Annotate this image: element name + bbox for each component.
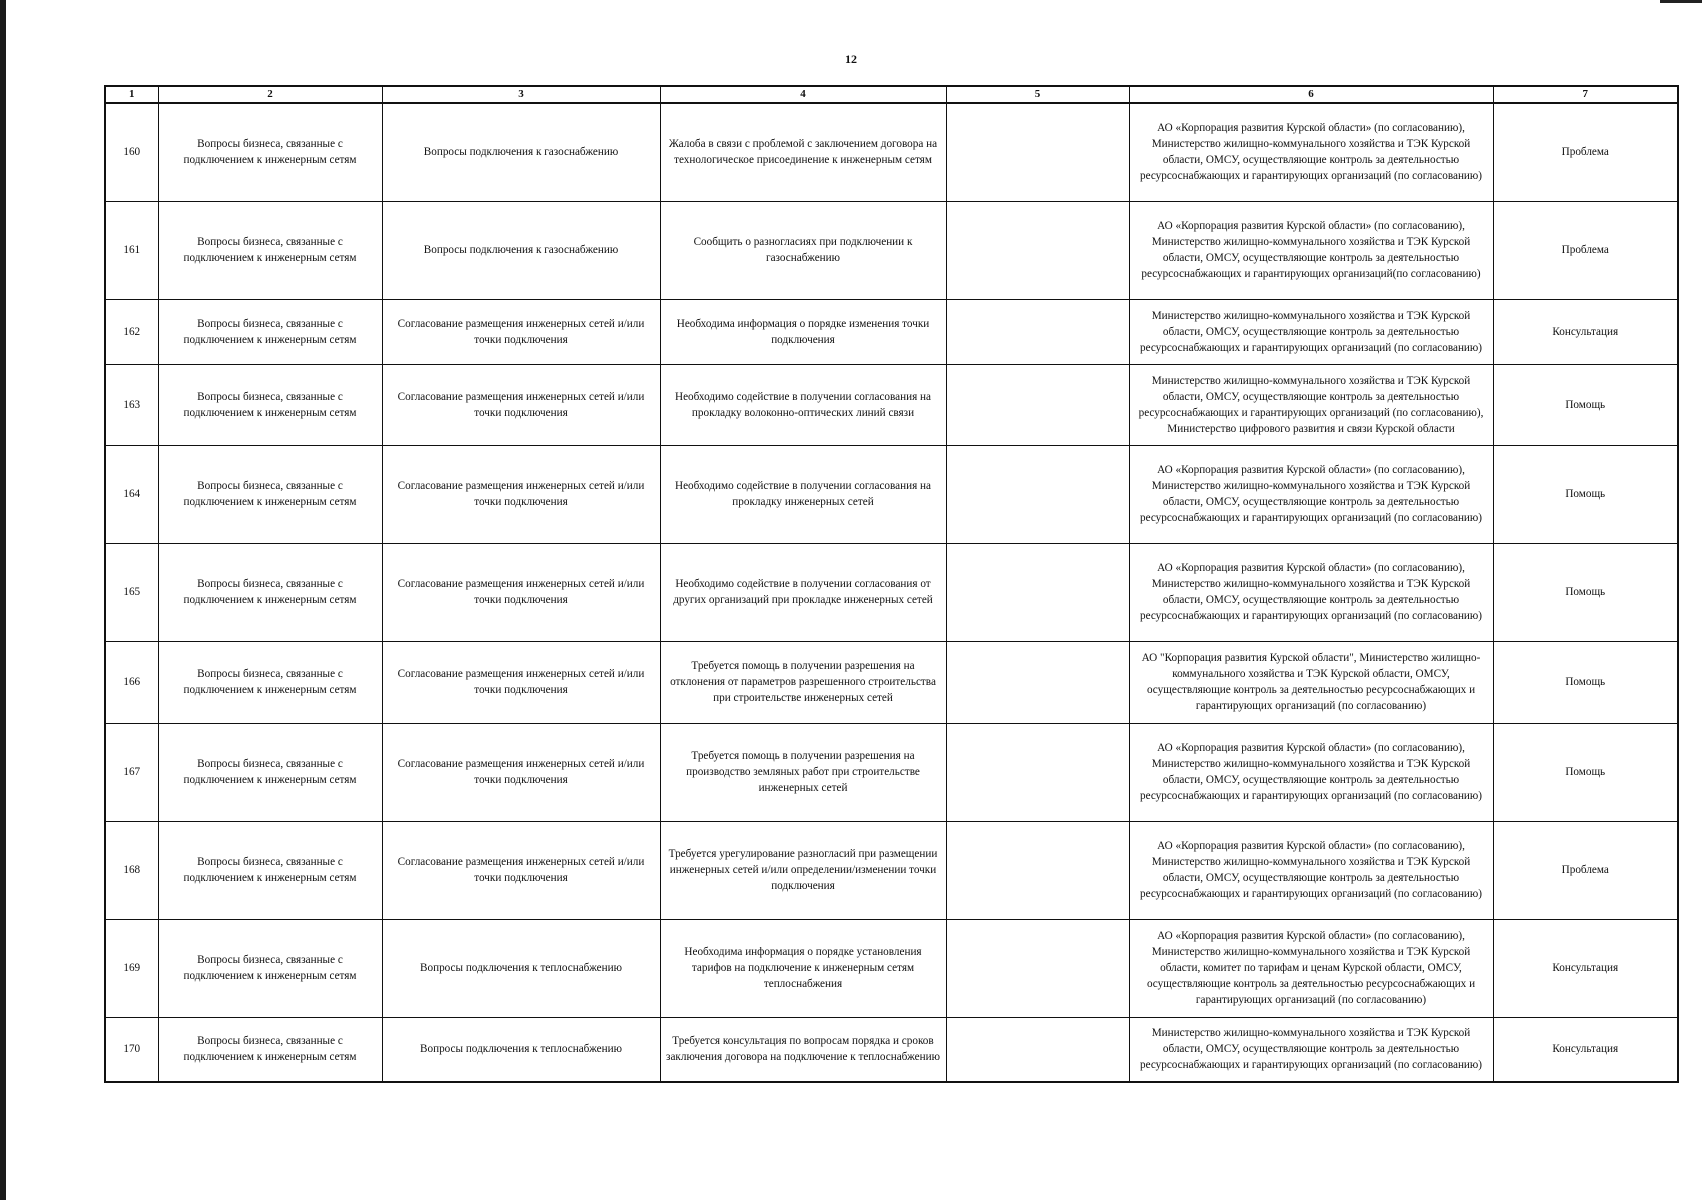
business-area: Вопросы бизнеса, связанные с подключением к инженерным сетям [158,821,382,919]
business-area: Вопросы бизнеса, связанные с подключением к инженерным сетям [158,543,382,641]
row-number: 161 [105,201,158,299]
issue-topic: Согласование размещения инженерных сетей и/или точки подключения [382,543,660,641]
table-row [105,299,1678,364]
request-type: Помощь [1493,364,1678,445]
row-number: 164 [105,445,158,543]
column-5-cell [946,543,1129,641]
business-area: Вопросы бизнеса, связанные с подключением к инженерным сетям [158,201,382,299]
table-row [105,445,1678,543]
issue-topic: Согласование размещения инженерных сетей и/или точки подключения [382,821,660,919]
requests-table [104,85,1679,1083]
row-number: 167 [105,723,158,821]
scan-top-mark [1660,0,1702,3]
responsible-bodies: АО «Корпорация развития Курской области» (по согласованию), Министерство жилищно-коммунального хозяйства и ТЭК Курской области, ОМСУ, осуществляющие контроль за деятельностью ресурсоснабжающих и гарантирующих организаций (по согласованию) [1129,445,1493,543]
issue-description: Необходимо содействие в получении согласования от других организаций при прокладке инженерных сетей [660,543,946,641]
table-row [105,364,1678,445]
business-area: Вопросы бизнеса, связанные с подключением к инженерным сетям [158,103,382,201]
business-area: Вопросы бизнеса, связанные с подключением к инженерным сетям [158,919,382,1017]
responsible-bodies: АО «Корпорация развития Курской области» (по согласованию), Министерство жилищно-коммунального хозяйства и ТЭК Курской области, ОМСУ, осуществляющие контроль за деятельностью ресурсоснабжающих и гарантирующих организаций (по согласованию) [1129,543,1493,641]
issue-description: Требуется урегулирование разногласий при размещении инженерных сетей и/или определении/изменении точки подключения [660,821,946,919]
row-number: 163 [105,364,158,445]
responsible-bodies: АО «Корпорация развития Курской области» (по согласованию), Министерство жилищно-коммунального хозяйства и ТЭК Курской области, ОМСУ, осуществляющие контроль за деятельностью ресурсоснабжающих и гарантирующих организаций (по согласованию) [1129,821,1493,919]
request-type: Консультация [1493,299,1678,364]
header-row [105,86,1678,103]
issue-topic: Вопросы подключения к газоснабжению [382,201,660,299]
row-number: 170 [105,1017,158,1082]
scan-left-edge [0,0,6,1200]
column-5-cell [946,723,1129,821]
responsible-bodies: АО «Корпорация развития Курской области» (по согласованию), Министерство жилищно-коммунального хозяйства и ТЭК Курской области, ОМСУ, осуществляющие контроль за деятельностью ресурсоснабжающих и гарантирующих организаций(по согласованию) [1129,201,1493,299]
issue-description: Необходима информация о порядке установления тарифов на подключение к инженерным сетям теплоснабжения [660,919,946,1017]
responsible-bodies: Министерство жилищно-коммунального хозяйства и ТЭК Курской области, ОМСУ, осуществляющие контроль за деятельностью ресурсоснабжающих и гарантирующих организаций (по согласованию), Министерство цифрового развития и связи Курской области [1129,364,1493,445]
issue-topic: Согласование размещения инженерных сетей и/или точки подключения [382,445,660,543]
row-number: 169 [105,919,158,1017]
business-area: Вопросы бизнеса, связанные с подключением к инженерным сетям [158,364,382,445]
business-area: Вопросы бизнеса, связанные с подключением к инженерным сетям [158,641,382,723]
issue-topic: Вопросы подключения к газоснабжению [382,103,660,201]
header-col-4: 4 [660,86,946,103]
issue-description: Требуется помощь в получении разрешения на отклонения от параметров разрешенного строительства при строительстве инженерных сетей [660,641,946,723]
table-row [105,1017,1678,1082]
request-type: Помощь [1493,723,1678,821]
table-row [105,201,1678,299]
table-row [105,543,1678,641]
row-number: 160 [105,103,158,201]
issue-topic: Согласование размещения инженерных сетей и/или точки подключения [382,641,660,723]
header-col-1: 1 [105,86,158,103]
responsible-bodies: АО «Корпорация развития Курской области» (по согласованию), Министерство жилищно-коммунального хозяйства и ТЭК Курской области, комитет по тарифам и ценам Курской области, ОМСУ, осуществляющие контроль за деятельностью ресурсоснабжающих и гарантирующих организаций (по согласованию) [1129,919,1493,1017]
header-col-3: 3 [382,86,660,103]
business-area: Вопросы бизнеса, связанные с подключением к инженерным сетям [158,1017,382,1082]
issue-description: Сообщить о разногласиях при подключении к газоснабжению [660,201,946,299]
issue-topic: Вопросы подключения к теплоснабжению [382,1017,660,1082]
request-type: Проблема [1493,201,1678,299]
request-type: Консультация [1493,1017,1678,1082]
row-number: 168 [105,821,158,919]
column-5-cell [946,919,1129,1017]
responsible-bodies: АО «Корпорация развития Курской области» (по согласованию), Министерство жилищно-коммунального хозяйства и ТЭК Курской области, ОМСУ, осуществляющие контроль за деятельностью ресурсоснабжающих и гарантирующих организаций (по согласованию) [1129,723,1493,821]
column-5-cell [946,445,1129,543]
column-5-cell [946,103,1129,201]
issue-topic: Вопросы подключения к теплоснабжению [382,919,660,1017]
issue-description: Жалоба в связи с проблемой с заключением договора на технологическое присоединение к инженерным сетям [660,103,946,201]
issue-topic: Согласование размещения инженерных сетей и/или точки подключения [382,723,660,821]
column-5-cell [946,641,1129,723]
column-5-cell [946,201,1129,299]
table-row [105,821,1678,919]
row-number: 162 [105,299,158,364]
column-5-cell [946,364,1129,445]
responsible-bodies: АО «Корпорация развития Курской области» (по согласованию), Министерство жилищно-коммунального хозяйства и ТЭК Курской области, ОМСУ, осуществляющие контроль за деятельностью ресурсоснабжающих и гарантирующих организаций (по согласованию) [1129,103,1493,201]
request-type: Проблема [1493,821,1678,919]
issue-description: Требуется помощь в получении разрешения на производство земляных работ при строительстве инженерных сетей [660,723,946,821]
responsible-bodies: Министерство жилищно-коммунального хозяйства и ТЭК Курской области, ОМСУ, осуществляющие контроль за деятельностью ресурсоснабжающих и гарантирующих организаций (по согласованию) [1129,1017,1493,1082]
request-type: Помощь [1493,445,1678,543]
header-col-7: 7 [1493,86,1678,103]
request-type: Помощь [1493,543,1678,641]
request-type: Проблема [1493,103,1678,201]
business-area: Вопросы бизнеса, связанные с подключением к инженерным сетям [158,445,382,543]
table-row [105,723,1678,821]
column-5-cell [946,299,1129,364]
business-area: Вопросы бизнеса, связанные с подключением к инженерным сетям [158,299,382,364]
business-area: Вопросы бизнеса, связанные с подключением к инженерным сетям [158,723,382,821]
issue-description: Необходима информация о порядке изменения точки подключения [660,299,946,364]
page-number: 12 [845,52,857,66]
table-row [105,103,1678,201]
issue-description: Требуется консультация по вопросам порядка и сроков заключения договора на подключение к теплоснабжению [660,1017,946,1082]
row-number: 165 [105,543,158,641]
header-col-2: 2 [158,86,382,103]
request-type: Консультация [1493,919,1678,1017]
issue-description: Необходимо содействие в получении согласования на прокладку инженерных сетей [660,445,946,543]
column-5-cell [946,821,1129,919]
table-row [105,641,1678,723]
responsible-bodies: Министерство жилищно-коммунального хозяйства и ТЭК Курской области, ОМСУ, осуществляющие контроль за деятельностью ресурсоснабжающих и гарантирующих организаций (по согласованию) [1129,299,1493,364]
issue-description: Необходимо содействие в получении согласования на прокладку волоконно-оптических линий связи [660,364,946,445]
header-col-6: 6 [1129,86,1493,103]
issue-topic: Согласование размещения инженерных сетей и/или точки подключения [382,364,660,445]
request-type: Помощь [1493,641,1678,723]
column-5-cell [946,1017,1129,1082]
table-row [105,919,1678,1017]
issue-topic: Согласование размещения инженерных сетей и/или точки подключения [382,299,660,364]
row-number: 166 [105,641,158,723]
header-col-5: 5 [946,86,1129,103]
responsible-bodies: АО "Корпорация развития Курской области", Министерство жилищно-коммунального хозяйства и ТЭК Курской области, ОМСУ, осуществляющие контроль за деятельностью ресурсоснабжающих и гарантирующих организаций (по согласованию) [1129,641,1493,723]
